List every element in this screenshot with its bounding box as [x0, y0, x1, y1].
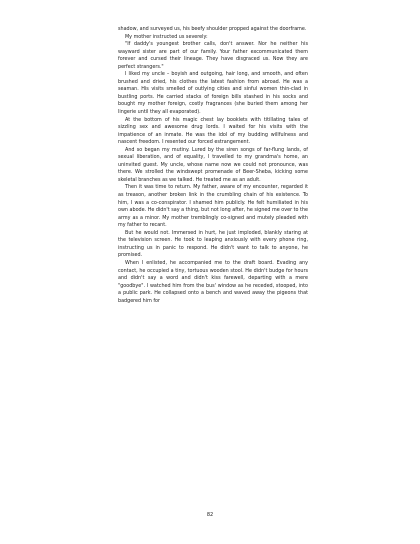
paragraph: My mother instructed us severely:	[125, 33, 208, 40]
paragraph: Then it was time to return. My father, aware of my encounter, regarded it as treason, another broken link in the crumbling chain of his existence. To him, I was a co-conspirator. I shamed him publicly. He felt humiliated in his own abode. He didn't say a thing, but not long after, he signed me over to the army as a minor. My mother tremblingly co-signed and mutely pleaded with my father to recant.	[118, 184, 308, 229]
page-number: 82	[206, 512, 214, 518]
paragraph: And so began my mutiny. Lured by the siren songs of far-flung lands, of sexual liberation, and of equality, I travelled to my grandma's home, an uninvited guest. My uncle, whose name now we could not pronounce, was there. We strolled the windswept promenade of Beer-Sheba, kicking some skeletal branches as we talked. He treated me as an adult.	[118, 146, 308, 183]
paragraph: I liked my uncle – boyish and outgoing, hair long, and smooth, and often brushed and dried, his clothes the latest fashion from abroad. He was a seaman. His visits smelled of outlying cities and sinful women thin-clad in bustling ports. He carried stacks of foreign bills stashed in his socks and bought my mother foreign, costly fragrances (she buried them among her lingerie until they all evaporated).	[118, 71, 308, 116]
paragraph: "If daddy's youngest brother calls, don't answer. Nor he neither his wayward sister are part of our family. Your father excommunicated them forever and cursed their lineage. They have disgraced us. Now they are perfect strangers."	[118, 41, 308, 70]
paragraph: At the bottom of his magic chest lay booklets with titillating tales of sizzling sex and awesome drug lords. I waited for his visits with the impatience of an inmate. He was the idol of my budding willfulness and nascent freedom. I resented our forced estrangement.	[118, 116, 308, 146]
body-text	[118, 26, 308, 305]
paragraph: When I enlisted, he accompanied me to the draft board. Evading any contact, he occupied a tiny, tortuous wooden stool. He didn't budge for hours and didn't say a word and didn't kiss farewell, departing with a mere "goodbye". I watched him from the bus' window as he receded, stooped, into a public park. He collapsed onto a bench and waved away the pigeons that badgered him for	[118, 259, 308, 304]
paragraph: But he would not. Immersed in hurt, he just imploded, blankly staring at the television screen. He took to leaping anxiously with every phone ring, instructing us in panic to respond. He didn't want to talk to anyone, he promised.	[118, 229, 308, 259]
paragraph: shadow, and surveyed us, his beefy shoulder propped against the doorframe.	[118, 26, 307, 32]
